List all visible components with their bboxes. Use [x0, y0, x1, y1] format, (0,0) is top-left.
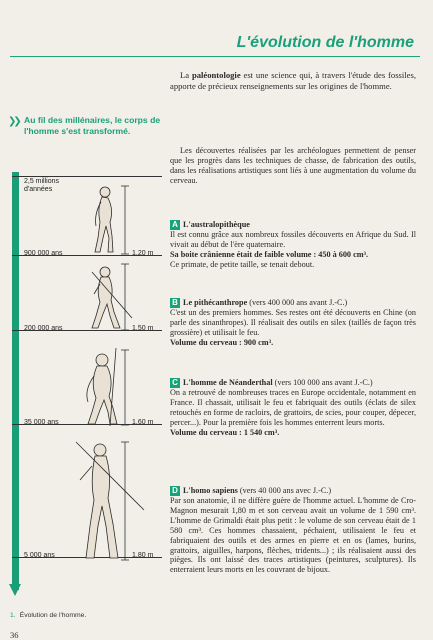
timeline-tick	[12, 176, 162, 177]
intro-after: est une science qui, à travers l'étude des fossiles, apporte de précieux renseignements sur les origines de l'homme.	[170, 70, 416, 91]
section-d	[170, 486, 416, 575]
double-arrow-icon: ❯❯	[8, 116, 19, 127]
section-date: (vers 100 000 ans avant J.-C.)	[272, 378, 373, 387]
section-text-after: Ce primate, de petite taille, se tenait debout.	[170, 259, 315, 269]
timeline-tick-label: 2,5 millions d'années	[24, 178, 60, 193]
section-bold-text: Volume du cerveau : 900 cm³.	[170, 337, 274, 347]
section-title: L'homo sapiens	[183, 486, 238, 495]
section-letter-badge: A	[170, 220, 180, 230]
page-title: L'évolution de l'homme	[236, 34, 414, 51]
section-letter-badge: D	[170, 486, 180, 496]
section-letter-badge: B	[170, 298, 180, 308]
subhead: Au fil des millénaires, le corps de l'homme s'est transformé.	[24, 115, 161, 136]
timeline-tick-label: 200 000 ans	[24, 325, 63, 332]
section-letter-badge: C	[170, 378, 180, 388]
height-label: 1,20 m	[132, 250, 154, 257]
section-bold-text: Volume du cerveau : 1 540 cm³.	[170, 427, 280, 437]
timeline-axis	[12, 172, 19, 590]
section-title: L'australopithèque	[183, 220, 250, 229]
section-a	[170, 220, 416, 270]
timeline-tick-label: 900 000 ans	[24, 250, 63, 257]
section-text: On a retrouvé de nombreuses traces en Europe occidentale, notamment en France. Il chassait, utilisait le feu et fabriquait des outils (éclats de silex retouchés en forme de racloirs, de grattoirs, de scies, pour couper, dépecer, percer...). Pour la première fois les hommes enterrent leurs morts.	[170, 388, 416, 427]
timeline-tick-label: 35 000 ans	[24, 419, 59, 426]
section-title: Le pithécanthrope	[183, 298, 248, 307]
timeline-arrow-tip	[9, 584, 21, 596]
intro-paragraph	[170, 70, 416, 91]
section-date: (vers 40 000 ans avec J.-C.)	[237, 486, 332, 495]
figure-caption	[10, 612, 86, 619]
intro-discoveries-paragraph: Les découvertes réalisées par les archéologues permettent de penser que les progrès dans les techniques de chasse, de fabrication des outils, dans les réalisations artistiques sont liés à une augmentation du volume du cerveau.	[170, 146, 416, 185]
section-title: L'homme de Néanderthal	[183, 378, 273, 387]
human-figures-illustration	[70, 180, 180, 575]
intro-term: paléontologie	[191, 70, 241, 80]
title-bar	[10, 30, 420, 57]
section-b	[170, 298, 416, 348]
timeline-tick-label: 5 000 ans	[24, 552, 55, 559]
intro-before: La	[180, 70, 192, 80]
section-bold-text: Sa boite crânienne était de faible volume : 450 à 600 cm³.	[170, 249, 369, 259]
section-text: Par son anatomie, il ne diffère guère de l'homme actuel. L'homme de Cro-Magnon mesurait 1,80 m et son cerveau avait un volume de 1 590 cm³. L'homme de Grimaldi était plus petit : le volume de son cerveau était de 1 580 cm³. Ces hommes chassaient, péchaient, utilisaient le feu et fabriquaient des outils et des armes en pierre et en os (lames, burins, grattoirs, aiguilles, harpons, flèches, tridents...) ; ils réalisaient aussi des pièges. Ils ont laissé des traces artistiques (peintures, sculptures). Ils enterraient leurs morts en les couvrant de bijoux.	[170, 496, 416, 575]
page-number: 36	[10, 630, 19, 640]
height-label: 1,50 m	[132, 325, 154, 332]
figure-caption-text: Évolution de l'homme.	[19, 612, 87, 619]
section-date: (vers 400 000 ans avant J.-C.)	[247, 298, 348, 307]
height-label: 1,60 m	[132, 419, 154, 426]
height-label: 1,80 m	[132, 552, 154, 559]
section-text: C'est un des premiers hommes. Ses restes ont été découverts en Chine (on parle des sinanthropes). Il réalisait des outils en silex (taillés de façon très grossière) et utilisait le feu.	[170, 308, 416, 337]
section-c	[170, 378, 416, 438]
figure-number: 1.	[10, 612, 16, 619]
section-text: Il est connu grâce aux nombreux fossiles découverts en Afrique du Sud. Il vivait au début de l'ère quaternaire.	[170, 230, 416, 249]
